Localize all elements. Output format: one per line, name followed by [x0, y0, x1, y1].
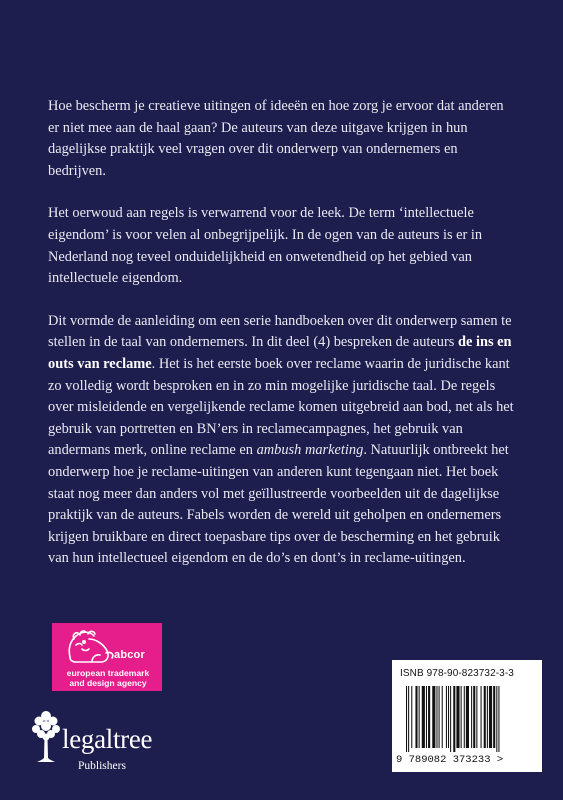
barcode-bar [448, 686, 449, 748]
isbn-label: ISNB 978-90-823732-3-3 [400, 668, 514, 679]
barcode-bar [453, 686, 455, 752]
blurb-p3-part-c: . Natuurlijk ontbreekt het onderwerp hoe je reclame-uitingen van anderen kunt tegengaan niet. Het boek staat nog meer dan anders vol met geïllustreerde voorbeelden uit de dagelijkse praktijk van de auteurs. Fabels worden de wereld uit geholpen en ondernemers krijgen bruikbare en direct toepasbare tips over de bescherming en het gebruik van hun intellectueel eigendom en de do’s en dont’s in reclame-uitingen. [48, 442, 509, 567]
abcor-logo [52, 623, 162, 691]
blurb-paragraph-1: Hoe bescherm je creatieve uitingen of ideeën en hoe zorg je ervoor dat anderen er niet mee aan de haal gaan? De auteurs van deze uitgave krijgen in hun dagelijkse praktijk veel vragen over dit onderwerp van ondernemers en bedrijven. [48, 98, 504, 179]
blurb-p3-bold: de ins en outs van reclame [48, 334, 512, 372]
barcode-bar [481, 686, 482, 748]
barcode-bar [442, 686, 443, 748]
barcode-bar [439, 686, 440, 748]
barcode-bar [415, 686, 417, 748]
barcode-bar [498, 686, 499, 752]
barcode-bar [432, 686, 435, 748]
barcode-bar [484, 686, 486, 748]
barcode-bar [456, 686, 459, 748]
barcode-bar [489, 686, 492, 748]
blurb-p3-part-a: Dit vormde de aanleiding om een serie handboeken over dit onderwerp samen te stellen in de taal van ondernemers. In dit deel (4) bespreken de auteurs [48, 312, 512, 351]
publisher-name: legaltree [62, 724, 153, 754]
barcode-bar [436, 686, 437, 748]
abcor-tagline: european trademark and design agency [66, 668, 150, 688]
barcode-bar [419, 686, 420, 748]
barcode-panel [392, 660, 542, 772]
barcode-bar [466, 686, 469, 748]
barcode-bar [476, 686, 477, 748]
blurb-paragraph-3 [48, 311, 518, 570]
tree-icon [30, 708, 62, 766]
barcode-bar [408, 686, 409, 752]
blurb-paragraph-2: Het oerwoud aan regels is verwarrend voor de leek. De term ‘intellectuele eigendom’ is voor velen al onbegrijpelijk. In de ogen van de auteurs is er in Nederland nog teveel onduidelijkheid en onwetendheid op het gebied van intellectuele eigendom. [48, 205, 483, 287]
barcode-bar [464, 686, 465, 748]
barcode-digits: 9 789082 373233 > [396, 754, 504, 766]
publisher-logo [24, 708, 194, 778]
barcode-bar [473, 686, 475, 748]
publisher-subtitle: Publishers [78, 760, 126, 772]
barcode-bar [426, 686, 427, 748]
barcode-bar [461, 686, 462, 748]
blurb-p3-part-b: . Het is het eerste boek over reclame waarin de juridische kant zo volledig wordt besproken en in zo min mogelijke juridische taal. De regels over misleidende en vergelijkende reclame komen uitgebreid aan bod, net als het gebruik van portretten en BN’ers in reclamecampagnes, het gebruik van andermans merk, online reclame en [48, 355, 514, 459]
barcode-bar [406, 686, 407, 752]
barcode-bar [428, 686, 430, 748]
barcode-bars [406, 686, 530, 752]
lion-icon [62, 627, 118, 667]
barcode-bar [496, 686, 497, 752]
barcode-bar [493, 686, 495, 748]
barcode-bar [411, 686, 412, 748]
blurb-p3-italic: ambush marketing [256, 442, 364, 459]
barcode-bar [450, 686, 451, 752]
abcor-brand: abcor [114, 649, 145, 661]
barcode-bar [446, 686, 447, 748]
back-cover-blurb [48, 96, 518, 591]
barcode-bar [471, 686, 472, 748]
barcode-bar [487, 686, 488, 748]
barcode-bar [422, 686, 425, 748]
